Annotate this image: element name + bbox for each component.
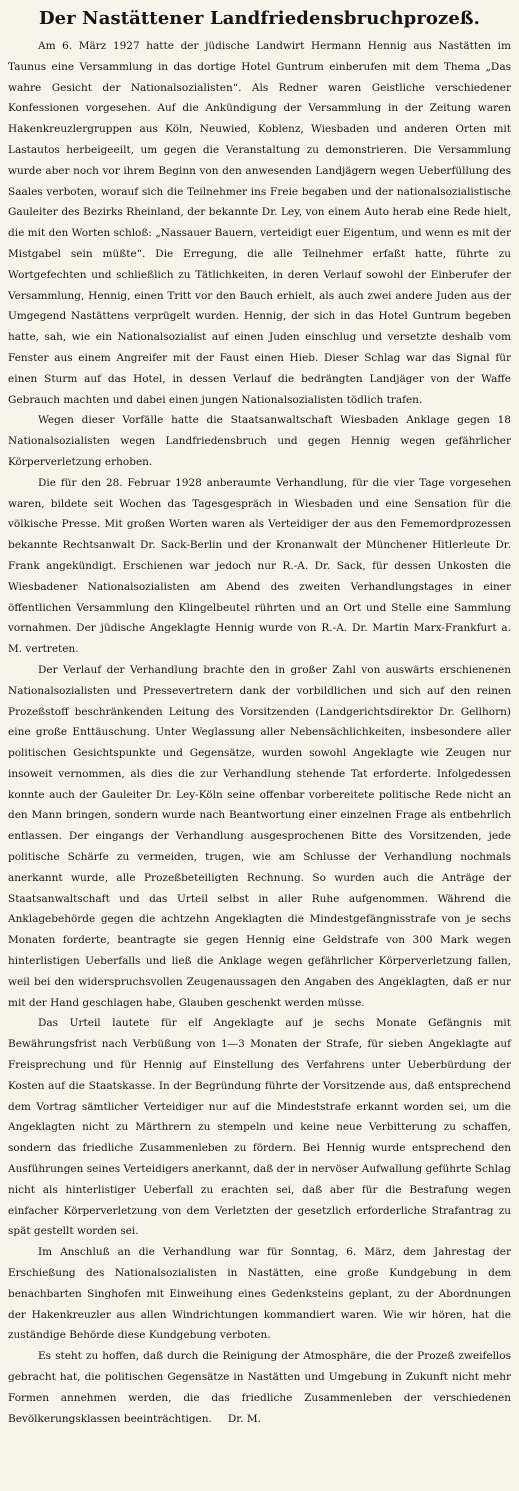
paragraph-rally-ban: Im Anschluß an die Verhandlung war für Sonntag, 6. März, dem Jahrestag der Erschießung des Nationalsozialisten in Nastätten, eine große Kundgebung in dem benachbarten Singhofen mit Einweihung eines Gedenksteins geplant, zu der Abordnungen der Hakenkreuzler aus allen Windrichtungen kommandiert waren. Wie wir hören, hat die zuständige Behörde diese Kundgebung verboten.: [8, 1246, 511, 1342]
conclusion-text: Es steht zu hoffen, daß durch die Reinigung der Atmosphäre, die der Prozeß zweifellos gebracht hat, die politischen Gegensätze in Nastätten und Umgebung in Zukunft nicht mehr Formen annehmen werden, die das friedliche Zusammenleben der verschiedenen Bevölkerungsklassen beeinträchtigen.: [8, 1350, 511, 1425]
paragraph-incident: Am 6. März 1927 hatte der jüdische Landwirt Hermann Hennig aus Nastätten im Taunus eine Versammlung in das dortige Hotel Guntrum einberufen mit dem Thema „Das wahre Gesicht der Nationalsozialisten“. Als Redner waren Geistliche verschiedener Konfessionen vorgesehen. Auf die Ankündigung der Versammlung in der Zeitung waren Hakenkreuzlergruppen aus Köln, Neuwied, Koblenz, Wiesbaden und anderen Orten mit Lastautos herbeigeeilt, um gegen die Veranstaltung zu demonstrieren. Die Versammlung wurde aber noch vor ihrem Beginn von den anwesenden Landjägern wegen Ueberfüllung des Saales verboten, worauf sich die Teilnehmer ins Freie begaben und der nationalsozialistische Gauleiter des Bezirks Rheinland, der bekannte Dr. Ley, von einem Auto herab eine Rede hielt, die mit den Worten schloß: „Nassauer Bauern, verteidigt euer Eigentum, und wenn es mit der Mistgabel sein müßte“. Die Erregung, die alle Teilnehmer erfaßt hatte, führte zu Wortgefechten und schließlich zu Tätlichkeiten, in deren Verlauf sowohl der Einberufer der Versammlung, Hennig, einen Tritt vor den Bauch erhielt, als auch zwei andere Juden aus der Umgegend Nastättens verprügelt wurden. Hennig, der sich in das Hotel Guntrum begeben hatte, sah, wie ein Nationalsozialist auf einen Juden einschlug und versetzte deshalb vom Fenster aus einem Angreifer mit der Faust einen Hieb. Dieser Schlag war das Signal für einen Sturm auf das Hotel, in dessen Verlauf die bedrängten Landjäger von der Waffe Gebrauch machten und dabei einen jungen Nationalsozialisten tödlich trafen.: [8, 40, 511, 406]
article-headline: Der Nastättener Landfriedensbruchprozeß.: [38, 8, 481, 29]
article-body: [8, 36, 511, 1429]
paragraph-indictment: Wegen dieser Vorfälle hatte die Staatsanwaltschaft Wiesbaden Anklage gegen 18 Nationalsozialisten wegen Landfriedensbruch und gegen Hennig wegen gefährlicher Körperverletzung erhoben.: [8, 414, 511, 468]
paragraph-trial-setup: Die für den 28. Februar 1928 anberaumte Verhandlung, für die vier Tage vorgesehen waren, bildete seit Wochen das Tagesgespräch in Wiesbaden und eine Sensation für die völkische Presse. Mit großen Worten waren als Verteidiger der aus den Fememordprozessen bekannte Rechtsanwalt Dr. Sack-Berlin und der Kronanwalt der Münchener Hitlerleute Dr. Frank angekündigt. Erschienen war jedoch nur R.-A. Dr. Sack, für dessen Unkosten die Wiesbadener Nationalsozialisten am Abend des zweiten Verhandlungstages in einer öffentlichen Versammlung den Klingelbeutel rührten und an Ort und Stelle eine Sammlung vornahmen. Der jüdische Angeklagte Hennig wurde von R.-A. Dr. Martin Marx-Frankfurt a. M. vertreten.: [8, 476, 511, 656]
paragraph-conclusion: [8, 1346, 511, 1429]
paragraph-verdict: Das Urteil lautete für elf Angeklagte auf je sechs Monate Gefängnis mit Bewährungsfrist nach Verbüßung von 1—3 Monaten der Strafe, für sieben Angeklagte auf Freisprechung und für Hennig auf Einstellung des Verfahrens unter Ueberbürdung der Kosten auf die Staatskasse. In der Begründung führte der Vorsitzende aus, daß entsprechend dem Vortrag sämtlicher Verteidiger nur auf die Mindeststrafe erkannt worden sei, um die Angeklagten nicht zu Märthrern zu stempeln und keine neue Verbitterung zu schaffen, sondern das friedliche Zusammenleben zu fördern. Bei Hennig wurde entsprechend den Ausführungen seines Verteidigers anerkannt, daß der in nervöser Aufwallung geführte Schlag nicht als hinterlistiger Ueberfall zu erachten sei, daß aber für die Bestrafung wegen einfacher Körperverletzung von dem Verletzten der gesetzlich erforderliche Strafantrag zu spät gestellt worden sei.: [8, 1017, 511, 1238]
paragraph-trial-course: Der Verlauf der Verhandlung brachte den in großer Zahl von auswärts erschienenen Nationalsozialisten und Pressevertretern dank der vorbildlichen und sich auf den reinen Prozeßstoff beschränkenden Leitung des Vorsitzenden (Landgerichtsdirektor Dr. Gellhorn) eine große Enttäuschung. Unter Weglassung aller Nebensächlichkeiten, insbesondere aller politischen Gesichtspunkte und Gegensätze, wurden sowohl Angeklagte wie Zeugen nur insoweit vernommen, als dies die zur Verhandlung stehende Tat erforderte. Infolgedessen konnte auch der Gauleiter Dr. Ley-Köln seine offenbar vorbereitete politische Rede nicht an den Mann bringen, sondern wurde nach Beantwortung einer einzelnen Frage als entbehrlich entlassen. Der eingangs der Verhandlung ausgesprochenen Bitte des Vorsitzenden, jede politische Schärfe zu vermeiden, trugen, wie am Schlusse der Verhandlung nochmals anerkannt wurde, alle Prozeßbeteiligten Rechnung. So wurden auch die Anträge der Staatsanwaltschaft und das Urteil selbst in aller Ruhe aufgenommen. Während die Anklagebehörde gegen die achtzehn Angeklagten die Mindestgefängnisstrafe von je sechs Monaten forderte, beantragte sie gegen Hennig eine Geldstrafe von 300 Mark wegen hinterlistigen Ueberfalls und ließ die Anklage wegen gefährlicher Körperverletzung fallen, weil bei den widerspruchsvollen Zeugenaussagen den Angaben des Angeklagten, daß er nur mit der Hand geschlagen habe, Glauben geschenkt werden müsse.: [8, 663, 511, 1009]
author-signature: Dr. M.: [227, 1412, 261, 1425]
